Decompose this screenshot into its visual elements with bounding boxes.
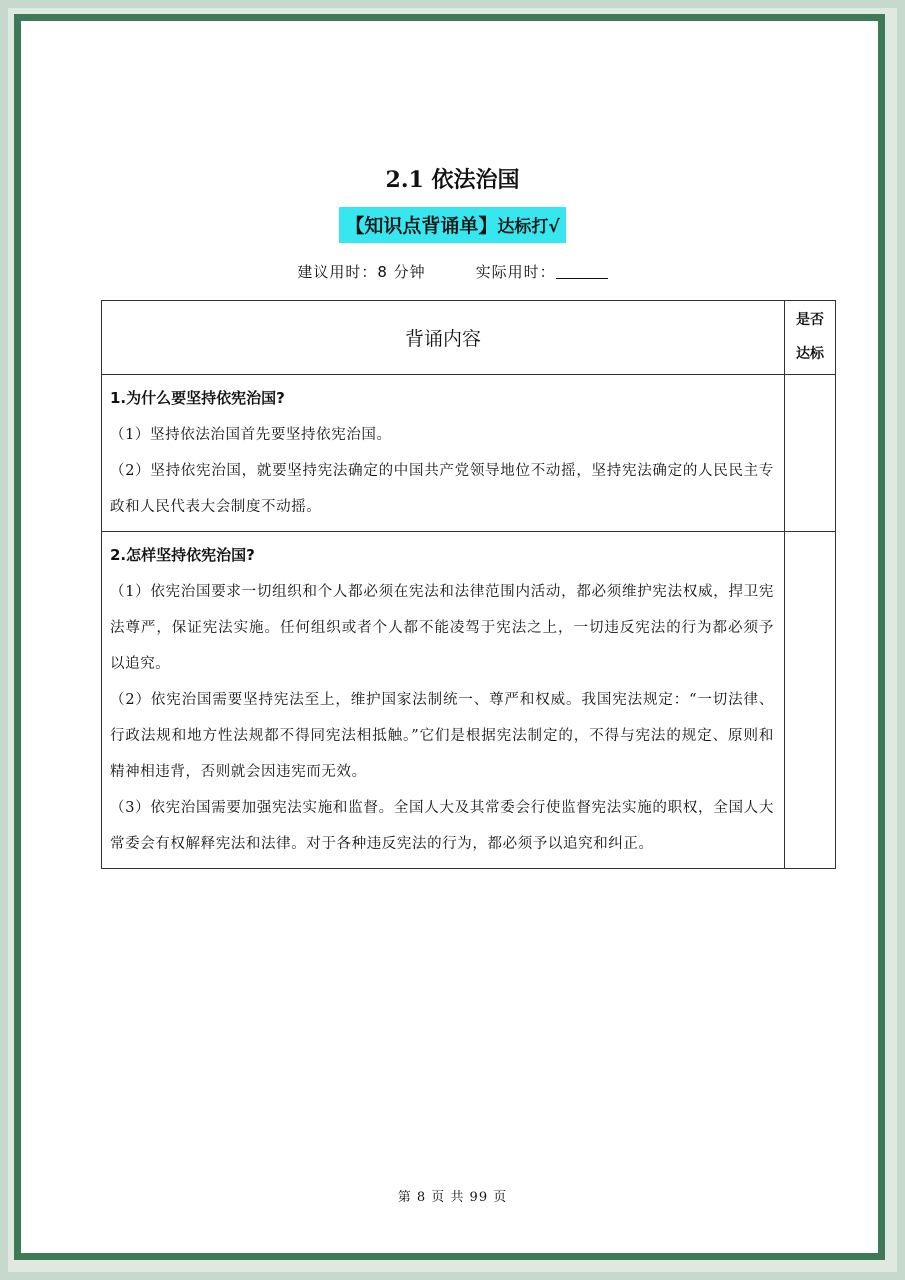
section-paragraph: （3）依宪治国需要加强宪法实施和监督。全国人大及其常委会行使监督宪法实施的职权，全国人大常委会有权解释宪法和法律。对于各种违反宪法的行为，都必须予以追究和纠正。	[110, 800, 774, 852]
section-content	[102, 375, 785, 532]
subtitle-highlight	[339, 207, 565, 243]
actual-time-label: 实际用时：	[475, 263, 556, 281]
table-header-row	[102, 301, 836, 375]
recitation-table	[101, 300, 836, 869]
suggested-time: 建议用时：8 分钟	[297, 263, 426, 281]
header-check-line2: 达标	[796, 346, 824, 362]
section-content	[102, 532, 785, 869]
section-paragraph: （2）坚持依宪治国，就要坚持宪法确定的中国共产党领导地位不动摇，坚持宪法确定的人民民主专政和人民代表大会制度不动摇。	[110, 463, 774, 515]
page-title: 2.1 依法治国	[385, 167, 520, 193]
section-paragraph: （2）依宪治国需要坚持宪法至上，维护国家法制统一、尊严和权威。我国宪法规定：“一切法律、行政法规和地方性法规都不得同宪法相抵触。”它们是根据宪法制定的，不得与宪法的规定、原则和精神相违背，否则就会因违宪而无效。	[110, 692, 774, 780]
actual-time-blank[interactable]	[556, 264, 608, 279]
subtitle-suffix: 达标打√	[497, 217, 560, 237]
section-paragraph: （1）坚持依法治国首先要坚持依宪治国。	[110, 427, 392, 443]
subtitle-text: 【知识点背诵单】	[345, 215, 498, 237]
header-content: 背诵内容	[102, 301, 785, 375]
check-cell[interactable]	[785, 532, 836, 869]
table-row	[102, 375, 836, 532]
table-row	[102, 532, 836, 869]
header-check	[785, 301, 836, 375]
header-check-line1: 是否	[796, 312, 824, 328]
subtitle-banner	[0, 207, 905, 243]
check-cell[interactable]	[785, 375, 836, 532]
page-number: 第 8 页 共 99 页	[397, 1190, 508, 1205]
time-info	[0, 261, 905, 282]
section-question: 2.怎样坚持依宪治国?	[110, 546, 255, 564]
section-paragraph: （1）依宪治国要求一切组织和个人都必须在宪法和法律范围内活动，都必须维护宪法权威，捍卫宪法尊严，保证宪法实施。任何组织或者个人都不能凌驾于宪法之上，一切违反宪法的行为都必须予以追究。	[110, 584, 774, 672]
section-question: 1.为什么要坚持依宪治国?	[110, 389, 285, 407]
